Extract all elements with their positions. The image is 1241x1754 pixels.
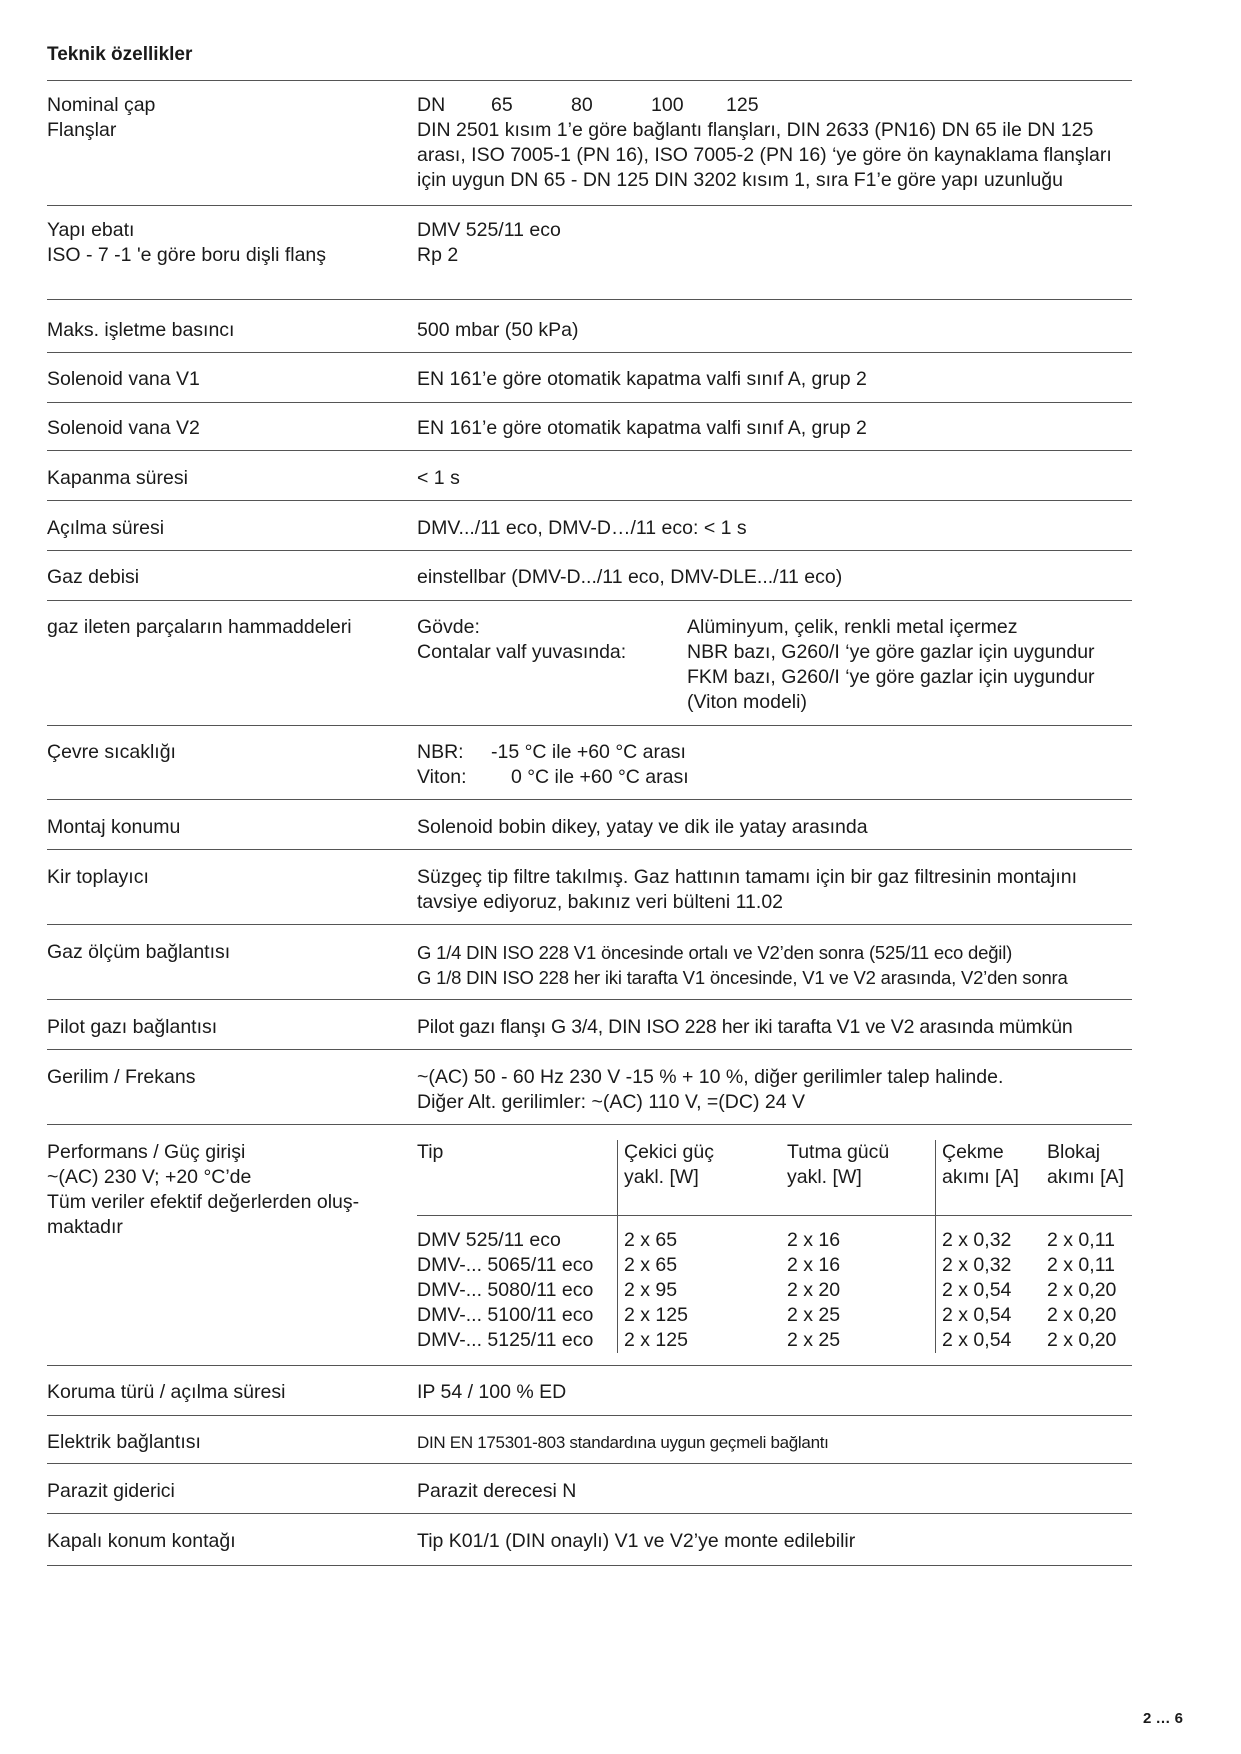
table-header-cekici-unit: yakl. [W] [624,1166,699,1188]
dn-sizes [417,93,1132,118]
table-cell-cekme: 2 x 0,54 [942,1329,1012,1351]
divider [47,600,1132,601]
label-koruma: Koruma türü / açılma süresi [47,1381,286,1403]
table-cell-blokaj: 2 x 0,11 [1047,1254,1115,1276]
table-column-divider [935,1140,936,1353]
label-nominal: Nominal çap [47,94,156,116]
table-cell-blokaj: 2 x 0,20 [1047,1279,1117,1301]
divider [47,999,1132,1000]
divider [47,1513,1132,1514]
value-montaj: Solenoid bobin dikey, yatay ve dik ile yatay arasında [417,816,868,838]
kir-line-1: Süzgeç tip filtre takılmış. Gaz hattının tamamı için bir gaz filtresinin montajını [417,866,1078,888]
material-key-contalar: Contalar valf yuvasında: [417,641,627,663]
table-header-tutma-unit: yakl. [W] [787,1166,862,1188]
label-kapanma: Kapanma süresi [47,467,188,489]
page-number: 2 … 6 [1143,1710,1184,1727]
divider [47,299,1132,300]
divider [47,1124,1132,1125]
table-cell-tutma: 2 x 20 [787,1279,841,1301]
dn-label: DN [417,94,446,116]
table-header-blokaj: Blokaj [1047,1141,1101,1163]
table-header-divider [417,1215,1132,1216]
table-header-cekici: Çekici güç [624,1141,714,1163]
table-cell-tip: DMV-... 5080/11 eco [417,1279,594,1301]
perf-label-2: ~(AC) 230 V; +20 °C’de [47,1166,252,1188]
gerilim-line-1: ~(AC) 50 - 60 Hz 230 V -15 % + 10 %, diğer gerilimler talep halinde. [417,1066,1004,1088]
cevre-key-viton: Viton: [417,766,467,788]
table-cell-cekici: 2 x 125 [624,1304,688,1326]
label-maks: Maks. işletme basıncı [47,319,235,341]
dn-65: 65 [491,94,513,116]
cevre-value-nbr: -15 °C ile +60 °C arası [491,741,686,763]
label-parazit: Parazit giderici [47,1480,175,1502]
flans-line-3: için uygun DN 65 - DN 125 DIN 3202 kısım 1, sıra F1’e göre yapı uzunluğu [417,169,1063,191]
table-cell-tutma: 2 x 25 [787,1329,841,1351]
table-cell-blokaj: 2 x 0,20 [1047,1304,1117,1326]
divider [47,500,1132,501]
label-olcum: Gaz ölçüm bağlantısı [47,941,231,963]
gerilim-line-2: Diğer Alt. gerilimler: ~(AC) 110 V, =(DC) 24 V [417,1091,805,1113]
divider [47,550,1132,551]
table-cell-cekici: 2 x 65 [624,1229,678,1251]
label-materials: gaz ileten parçaların hammaddeleri [47,616,352,638]
label-debi: Gaz debisi [47,566,140,588]
table-header-tutma: Tutma gücü [787,1141,890,1163]
table-cell-tutma: 2 x 25 [787,1304,841,1326]
table-cell-tutma: 2 x 16 [787,1229,841,1251]
divider [47,725,1132,726]
material-key-govde: Gövde: [417,616,480,638]
label-flanslar: Flanşlar [47,119,117,141]
material-value-3: FKM bazı, G260/I ‘ye göre gazlar için uygundur [687,666,1095,688]
divider [47,352,1132,353]
table-cell-blokaj: 2 x 0,11 [1047,1229,1115,1251]
table-cell-tip: DMV 525/11 eco [417,1229,561,1251]
kir-line-2: tavsiye ediyoruz, bakınız veri bülteni 11.02 [417,891,784,913]
table-cell-cekme: 2 x 0,32 [942,1254,1012,1276]
divider [47,402,1132,403]
value-pilot: Pilot gazı flanşı G 3/4, DIN ISO 228 her iki tarafta V1 ve V2 arasında mümkün [417,1016,1073,1038]
divider [47,924,1132,925]
label-v2: Solenoid vana V2 [47,417,200,439]
divider [47,1565,1132,1566]
dn-125: 125 [726,94,759,116]
flans-line-2: arası, ISO 7005-1 (PN 16), ISO 7005-2 (PN 16) ‘ye göre ön kaynaklama flanşları [417,144,1112,166]
value-acilma: DMV.../11 eco, DMV-D…/11 eco: < 1 s [417,517,747,539]
divider [47,205,1132,206]
cevre-value-viton: 0 °C ile +60 °C arası [511,766,689,788]
divider [47,450,1132,451]
label-acilma: Açılma süresi [47,517,165,539]
table-cell-cekme: 2 x 0,54 [942,1304,1012,1326]
dn-100: 100 [651,94,684,116]
value-maks: 500 mbar (50 kPa) [417,319,579,341]
table-cell-cekici: 2 x 65 [624,1254,678,1276]
value-iso: Rp 2 [417,244,459,266]
table-cell-tip: DMV-... 5125/11 eco [417,1329,594,1351]
material-value-1: Alüminyum, çelik, renkli metal içermez [687,616,1018,638]
material-value-4: (Viton modeli) [687,691,807,713]
flans-line-1: DIN 2501 kısım 1’e göre bağlantı flanşları, DIN 2633 (PN16) DN 65 ile DN 125 [417,119,1094,141]
table-header-cekme-unit: akımı [A] [942,1166,1019,1188]
dn-80: 80 [571,94,593,116]
value-v2: EN 161’e göre otomatik kapatma valfi sınıf A, grup 2 [417,417,867,439]
table-cell-cekme: 2 x 0,32 [942,1229,1012,1251]
label-yapi: Yapı ebatı [47,219,135,241]
divider [47,1415,1132,1416]
page-heading: Teknik özellikler [47,44,193,65]
olcum-line-1: G 1/4 DIN ISO 228 V1 öncesinde ortalı ve V2’den sonra (525/11 eco değil) [417,942,1013,963]
divider [47,1365,1132,1366]
material-value-2: NBR bazı, G260/I ‘ye göre gazlar için uygundur [687,641,1095,663]
label-iso: ISO - 7 -1 'e göre boru dişli flanş [47,244,327,266]
perf-label-3: Tüm veriler efektif değerlerden oluş- [47,1191,360,1213]
table-header-cekme: Çekme [942,1141,1004,1163]
value-v1: EN 161’e göre otomatik kapatma valfi sınıf A, grup 2 [417,368,867,390]
label-cevre: Çevre sıcaklığı [47,741,176,763]
value-koruma: IP 54 / 100 % ED [417,1381,567,1403]
value-yapi: DMV 525/11 eco [417,219,561,241]
value-kapanma: < 1 s [417,467,460,489]
value-debi: einstellbar (DMV-D.../11 eco, DMV-DLE.../11 eco) [417,566,843,588]
label-v1: Solenoid vana V1 [47,368,200,390]
table-column-divider [617,1140,618,1353]
label-kir: Kir toplayıcı [47,866,149,888]
value-kapali: Tip K01/1 (DIN onaylı) V1 ve V2’ye monte edilebilir [417,1530,856,1552]
perf-label-1: Performans / Güç girişi [47,1141,246,1163]
table-cell-tutma: 2 x 16 [787,1254,841,1276]
divider [47,80,1132,81]
cevre-key-nbr: NBR: [417,741,464,763]
label-montaj: Montaj konumu [47,816,181,838]
table-cell-cekici: 2 x 95 [624,1279,678,1301]
table-cell-cekici: 2 x 125 [624,1329,688,1351]
table-cell-tip: DMV-... 5100/11 eco [417,1304,594,1326]
divider [47,799,1132,800]
value-elektrik: DIN EN 175301-803 standardına uygun geçmeli bağlantı [417,1433,829,1452]
olcum-line-2: G 1/8 DIN ISO 228 her iki tarafta V1 öncesinde, V1 ve V2 arasında, V2’den sonra [417,967,1068,988]
table-cell-blokaj: 2 x 0,20 [1047,1329,1117,1351]
label-kapali: Kapalı konum kontağı [47,1530,236,1552]
label-pilot: Pilot gazı bağlantısı [47,1016,218,1038]
table-header-tip: Tip [417,1141,444,1163]
divider [47,1463,1132,1464]
value-parazit: Parazit derecesi N [417,1480,577,1502]
table-cell-cekme: 2 x 0,54 [942,1279,1012,1301]
divider [47,849,1132,850]
table-header-blokaj-unit: akımı [A] [1047,1166,1124,1188]
label-elektrik: Elektrik bağlantısı [47,1431,201,1453]
divider [47,1049,1132,1050]
perf-label-4: maktadır [47,1216,123,1238]
table-cell-tip: DMV-... 5065/11 eco [417,1254,594,1276]
label-gerilim: Gerilim / Frekans [47,1066,196,1088]
